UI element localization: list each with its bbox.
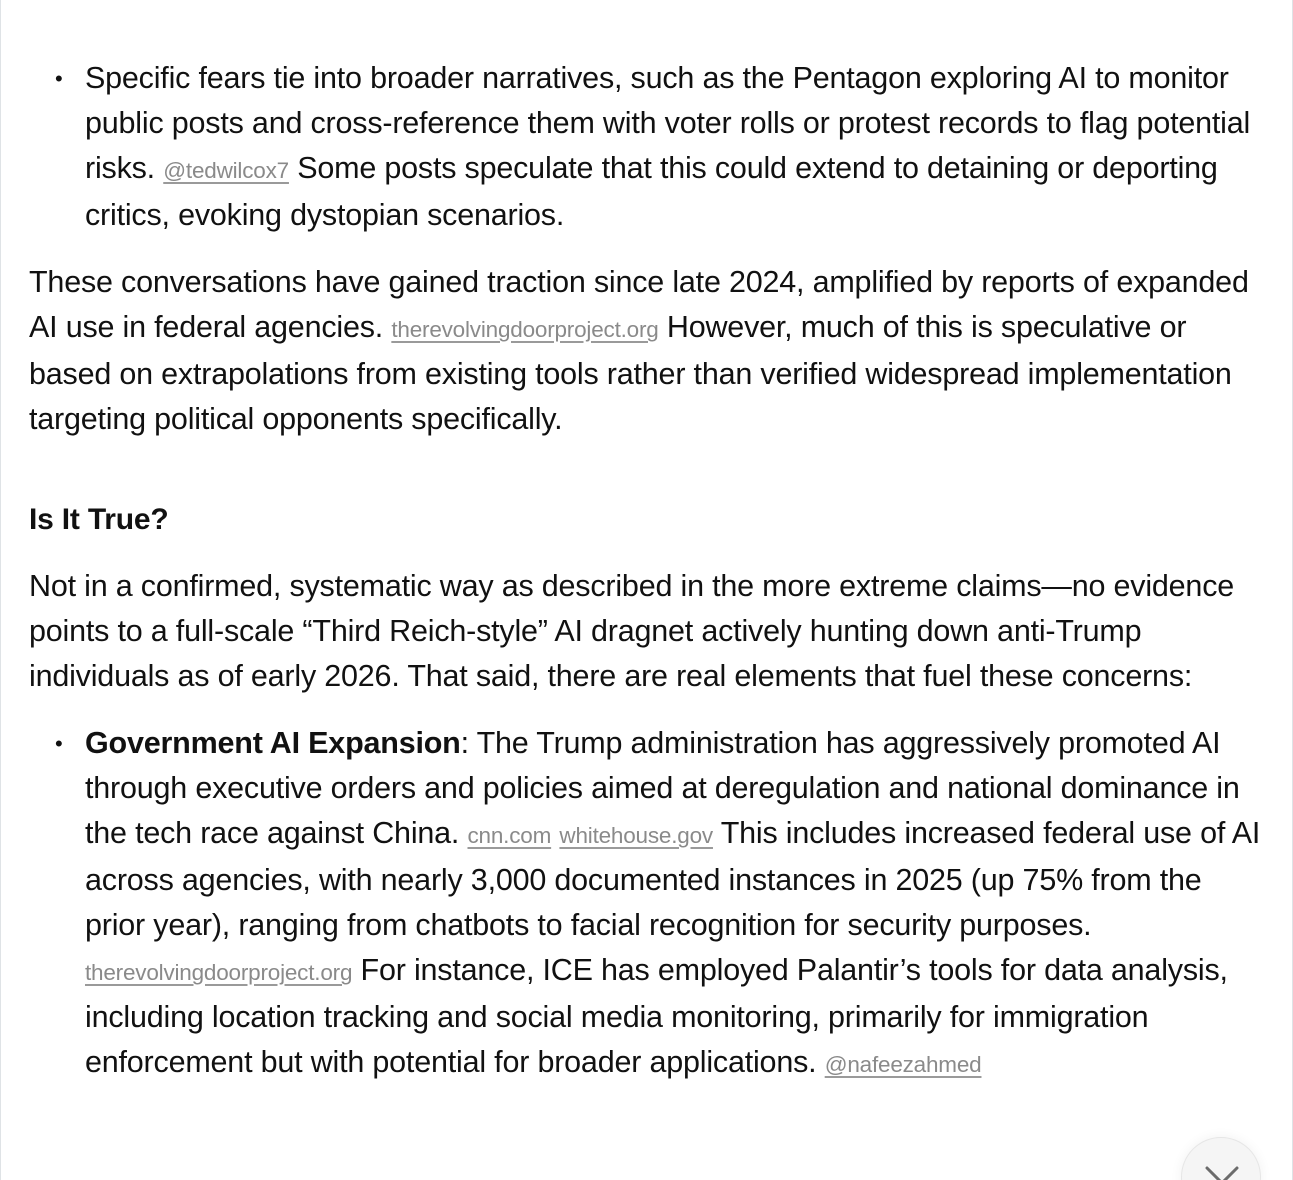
citation-link-revolvingdoor[interactable]: therevolvingdoorproject.org xyxy=(85,960,353,985)
response-content xyxy=(29,56,1269,1087)
list-item-title: Government AI Expansion xyxy=(85,726,461,760)
list-item-text: This includes increased federal use of AI across agencies, with nearly 3,000 documented instances in 2025 (up 75% from the prior year), ranging from chatbots to facial recognition for security purposes. xyxy=(85,816,1261,942)
citation-link-whitehouse[interactable]: whitehouse.gov xyxy=(559,823,713,848)
citation-link-cnn[interactable]: cnn.com xyxy=(467,823,552,848)
list-item xyxy=(29,721,1269,1087)
list-item-text: For instance, ICE has employed Palantir’s tools for data analysis, including location tracking and social media monitoring, primarily for immigration enforcement but with potential for broader applications. xyxy=(85,953,1228,1079)
paragraph-is-it-true: Not in a confirmed, systematic way as described in the more extreme claims—no evidence points to a full-scale “Third Reich-style” AI dragnet actively hunting down anti-Trump individuals as of early 2026. That said, there are real elements that fuel these concerns: xyxy=(29,569,1235,693)
list-item-text: Specific fears tie into broader narratives, such as the Pentagon exploring AI to monitor public posts and cross-reference them with voter rolls or protest records to flag potential risks. xyxy=(85,61,1251,185)
bullet-list-concerns xyxy=(29,721,1269,1087)
citation-link-nafeezahmed[interactable]: @nafeezahmed xyxy=(824,1052,982,1077)
list-item-text: Some posts speculate that this could extend to detaining or deporting critics, evoking dystopian scenarios. xyxy=(85,151,1218,232)
list-item xyxy=(29,56,1269,238)
chevron-down-icon xyxy=(1204,1164,1240,1180)
citation-link-tedwilcox7[interactable]: @tedwilcox7 xyxy=(163,158,289,183)
section-heading: Is It True? xyxy=(29,503,169,536)
bullet-list-fears xyxy=(29,56,1269,238)
bullet-icon: • xyxy=(55,731,63,756)
bullet-icon: • xyxy=(55,66,63,91)
paragraph-text: These conversations have gained traction since late 2024, amplified by reports of expanded AI use in federal agencies. xyxy=(29,265,1249,344)
citation-link-revolvingdoor[interactable]: therevolvingdoorproject.org xyxy=(391,317,659,342)
list-item-text: : The Trump administration has aggressively promoted AI through executive orders and policies aimed at deregulation and national dominance in the tech race against China. xyxy=(85,726,1240,850)
paragraph-traction xyxy=(29,260,1269,442)
scroll-to-bottom-button[interactable] xyxy=(1181,1137,1261,1180)
paragraph-text: However, much of this is speculative or based on extrapolations from existing tools rather than verified widespread implementation targeting political opponents specifically. xyxy=(29,310,1232,436)
